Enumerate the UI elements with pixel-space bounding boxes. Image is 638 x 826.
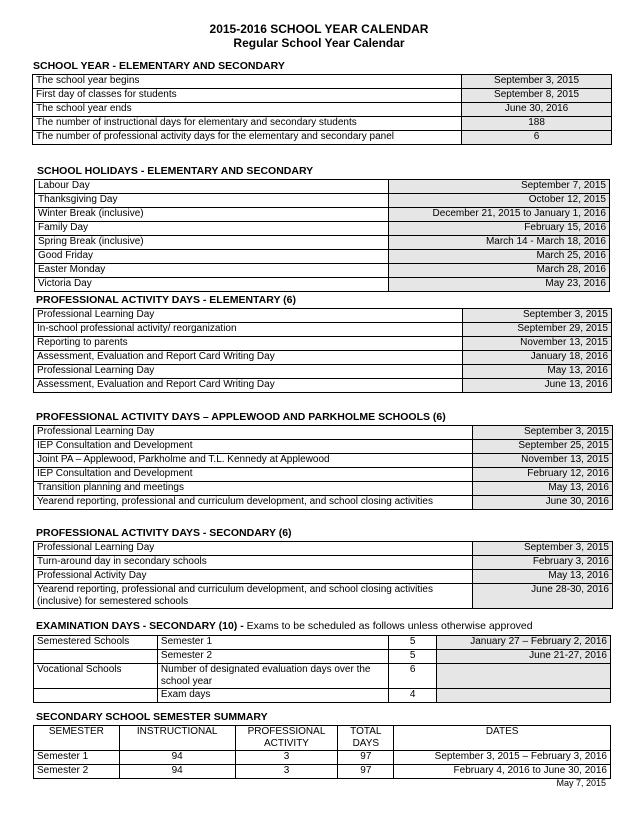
row-value: May 13, 2016 — [463, 365, 612, 379]
pa-secondary-heading: PROFESSIONAL ACTIVITY DAYS - SECONDARY (6) — [36, 527, 292, 539]
semester-instructional: 94 — [119, 765, 235, 779]
row-label: Spring Break (inclusive) — [35, 236, 389, 250]
semester-dates: September 3, 2015 – February 3, 2016 — [394, 751, 611, 765]
row-value: March 25, 2016 — [389, 250, 610, 264]
table-row — [34, 323, 612, 337]
row-label: Professional Learning Day — [34, 542, 473, 556]
semester-pa: 3 — [235, 765, 338, 779]
table-row — [33, 103, 612, 117]
semester-name: Semester 1 — [34, 751, 120, 765]
row-label: IEP Consultation and Development — [34, 468, 473, 482]
col-header-semester: SEMESTER — [34, 726, 120, 751]
table-row — [34, 570, 613, 584]
semester-total: 97 — [338, 765, 394, 779]
exam-heading — [36, 620, 533, 632]
row-value: February 3, 2016 — [473, 556, 613, 570]
table-row — [34, 584, 613, 609]
row-label: First day of classes for students — [33, 89, 462, 103]
pa-applewood-heading: PROFESSIONAL ACTIVITY DAYS – APPLEWOOD AND PARKHOLME SCHOOLS (6) — [36, 411, 446, 423]
exam-dates: June 21-27, 2016 — [437, 650, 611, 664]
row-label: Yearend reporting, professional and curriculum development, and school closing activities — [34, 496, 473, 510]
semester-pa: 3 — [235, 751, 338, 765]
row-value: May 13, 2016 — [473, 570, 613, 584]
table-row — [35, 180, 610, 194]
row-label: Professional Learning Day — [34, 365, 463, 379]
semester-heading: SECONDARY SCHOOL SEMESTER SUMMARY — [36, 711, 268, 723]
exam-heading-title: EXAMINATION DAYS - SECONDARY (10) - — [36, 620, 244, 632]
col-header-instructional: INSTRUCTIONAL — [119, 726, 235, 751]
row-value: 188 — [462, 117, 612, 131]
col-header-total-days: TOTAL DAYS — [338, 726, 394, 751]
exam-school — [34, 689, 158, 703]
table-row — [33, 131, 612, 145]
table-row — [34, 556, 613, 570]
table-row — [35, 194, 610, 208]
exam-school: Vocational Schools — [34, 664, 158, 689]
semester-table — [33, 725, 611, 779]
row-value: March 28, 2016 — [389, 264, 610, 278]
exam-school — [34, 650, 158, 664]
row-value: September 8, 2015 — [462, 89, 612, 103]
row-label: Family Day — [35, 222, 389, 236]
table-row — [34, 482, 613, 496]
row-value: May 23, 2016 — [389, 278, 610, 292]
exam-dates — [437, 664, 611, 689]
row-value: September 3, 2015 — [473, 426, 613, 440]
row-value: September 3, 2015 — [463, 309, 612, 323]
row-label: Reporting to parents — [34, 337, 463, 351]
row-value: June 30, 2016 — [473, 496, 613, 510]
semester-total: 97 — [338, 751, 394, 765]
pa-elementary-table — [33, 308, 612, 393]
table-row — [33, 117, 612, 131]
row-label: Winter Break (inclusive) — [35, 208, 389, 222]
exam-dates: January 27 – February 2, 2016 — [437, 636, 611, 650]
row-value: November 13, 2015 — [463, 337, 612, 351]
exam-days: 5 — [389, 650, 437, 664]
row-label: Professional Learning Day — [34, 426, 473, 440]
exam-days: 5 — [389, 636, 437, 650]
row-value: December 21, 2015 to January 1, 2016 — [389, 208, 610, 222]
school-year-heading: SCHOOL YEAR - ELEMENTARY AND SECONDARY — [33, 60, 285, 72]
row-label: The number of professional activity days for the elementary and secondary panel — [33, 131, 462, 145]
row-value: September 29, 2015 — [463, 323, 612, 337]
row-label: Professional Activity Day — [34, 570, 473, 584]
row-label: Good Friday — [35, 250, 389, 264]
table-row — [34, 689, 611, 703]
row-label: The school year ends — [33, 103, 462, 117]
row-label: The number of instructional days for elementary and secondary students — [33, 117, 462, 131]
table-row — [34, 765, 611, 779]
page-subtitle: Regular School Year Calendar — [233, 36, 405, 50]
table-row — [35, 208, 610, 222]
table-row — [33, 89, 612, 103]
row-label: Easter Monday — [35, 264, 389, 278]
table-row — [34, 636, 611, 650]
row-value: June 30, 2016 — [462, 103, 612, 117]
row-value: September 7, 2015 — [389, 180, 610, 194]
table-row — [34, 426, 613, 440]
pa-secondary-table — [33, 541, 613, 609]
exam-days: 6 — [389, 664, 437, 689]
row-value: January 18, 2016 — [463, 351, 612, 365]
exam-days: 4 — [389, 689, 437, 703]
row-label: In-school professional activity/ reorganization — [34, 323, 463, 337]
row-label: The school year begins — [33, 75, 462, 89]
semester-instructional: 94 — [119, 751, 235, 765]
table-row — [34, 337, 612, 351]
table-row — [34, 542, 613, 556]
exam-table — [33, 635, 611, 703]
row-label: Victoria Day — [35, 278, 389, 292]
pa-elementary-heading: PROFESSIONAL ACTIVITY DAYS - ELEMENTARY (6) — [36, 294, 297, 306]
row-value: February 12, 2016 — [473, 468, 613, 482]
table-row — [35, 278, 610, 292]
exam-item: Exam days — [157, 689, 388, 703]
table-row — [34, 351, 612, 365]
holidays-heading: SCHOOL HOLIDAYS - ELEMENTARY AND SECONDARY — [37, 165, 314, 177]
row-value: June 28-30, 2016 — [473, 584, 613, 609]
holidays-table — [34, 179, 610, 292]
row-label: Joint PA – Applewood, Parkholme and T.L. Kennedy at Applewood — [34, 454, 473, 468]
row-value: February 15, 2016 — [389, 222, 610, 236]
row-label: Transition planning and meetings — [34, 482, 473, 496]
exam-heading-note: Exams to be scheduled as follows unless otherwise approved — [243, 620, 533, 632]
col-header-professional-activity: PROFESSIONAL ACTIVITY — [235, 726, 338, 751]
row-value: June 13, 2016 — [463, 379, 612, 393]
row-label: Assessment, Evaluation and Report Card Writing Day — [34, 379, 463, 393]
row-value: 6 — [462, 131, 612, 145]
table-row — [35, 236, 610, 250]
semester-dates: February 4, 2016 to June 30, 2016 — [394, 765, 611, 779]
row-value: November 13, 2015 — [473, 454, 613, 468]
row-label: Yearend reporting, professional and curriculum development, and school closing activities (inclusive) for semestered schools — [34, 584, 473, 609]
row-label: Turn-around day in secondary schools — [34, 556, 473, 570]
row-label: Thanksgiving Day — [35, 194, 389, 208]
row-value: October 12, 2015 — [389, 194, 610, 208]
table-row — [33, 75, 612, 89]
table-row — [34, 496, 613, 510]
table-row — [34, 664, 611, 689]
table-row — [34, 440, 613, 454]
row-value: September 3, 2015 — [462, 75, 612, 89]
table-row — [34, 365, 612, 379]
pa-applewood-table — [33, 425, 613, 510]
page-title: 2015-2016 SCHOOL YEAR CALENDAR — [209, 22, 429, 36]
table-row — [34, 650, 611, 664]
row-value: September 3, 2015 — [473, 542, 613, 556]
row-label: IEP Consultation and Development — [34, 440, 473, 454]
footer-date: May 7, 2015 — [556, 778, 606, 788]
row-label: Professional Learning Day — [34, 309, 463, 323]
row-value: March 14 - March 18, 2016 — [389, 236, 610, 250]
row-label: Assessment, Evaluation and Report Card Writing Day — [34, 351, 463, 365]
exam-item: Semester 1 — [157, 636, 388, 650]
row-value: September 25, 2015 — [473, 440, 613, 454]
table-row — [34, 751, 611, 765]
exam-school: Semestered Schools — [34, 636, 158, 650]
exam-item: Number of designated evaluation days over the school year — [157, 664, 388, 689]
table-row — [34, 309, 612, 323]
table-row — [34, 468, 613, 482]
exam-item: Semester 2 — [157, 650, 388, 664]
row-label: Labour Day — [35, 180, 389, 194]
table-row — [35, 264, 610, 278]
semester-header-row — [34, 726, 611, 751]
row-value: May 13, 2016 — [473, 482, 613, 496]
col-header-dates: DATES — [394, 726, 611, 751]
table-row — [34, 379, 612, 393]
exam-dates — [437, 689, 611, 703]
table-row — [35, 250, 610, 264]
semester-name: Semester 2 — [34, 765, 120, 779]
school-year-table — [32, 74, 612, 145]
table-row — [34, 454, 613, 468]
table-row — [35, 222, 610, 236]
